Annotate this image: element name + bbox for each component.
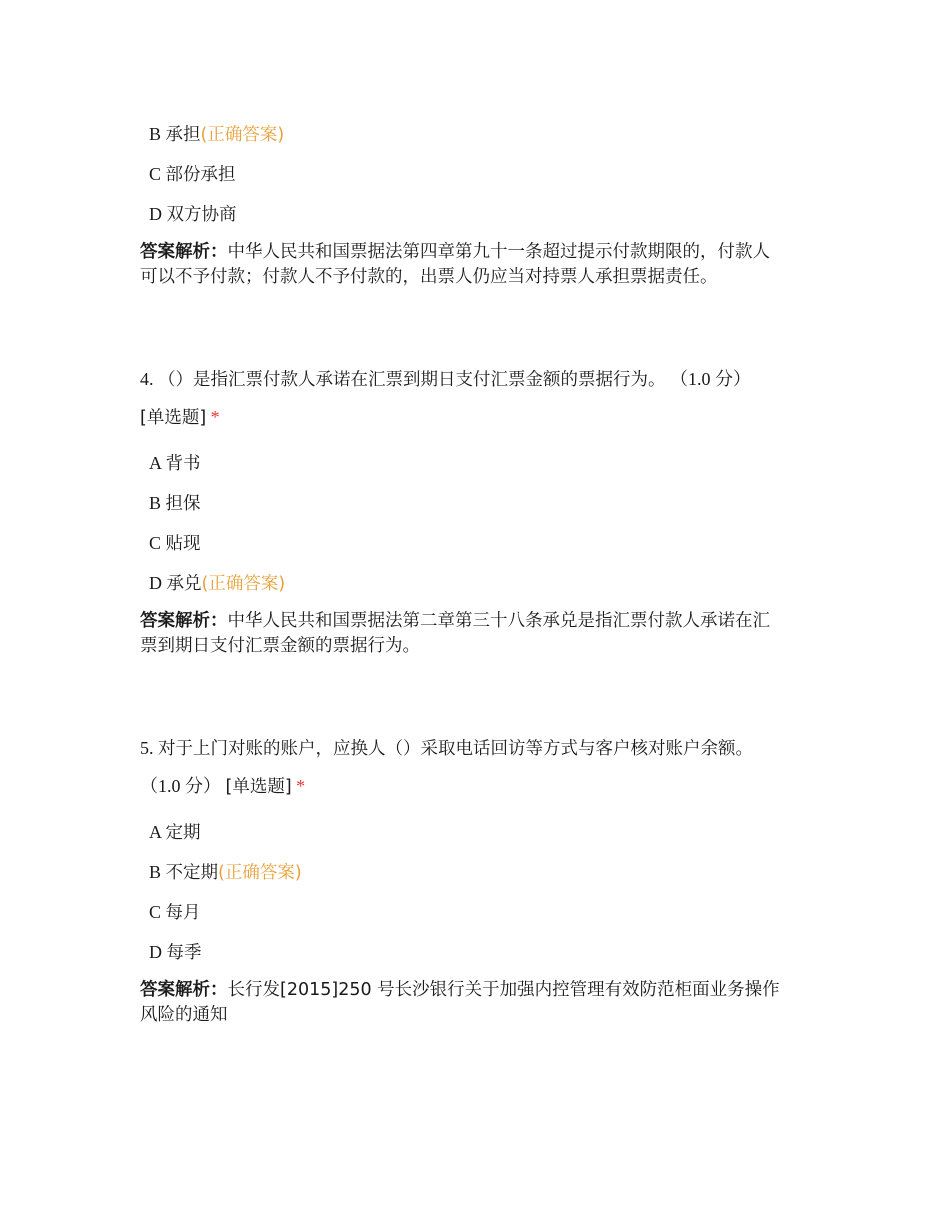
option-text: 双方协商 xyxy=(166,205,237,225)
q5-stem xyxy=(140,737,820,760)
option-letter: D xyxy=(149,204,162,224)
analysis-label: 答案解析： xyxy=(140,980,228,1000)
analysis-text-line2: 可以不予付款；付款人不予付款的，出票人仍应当对持票人承担票据责任。 xyxy=(140,267,718,287)
correct-answer-tag: (正确答案) xyxy=(218,863,302,883)
analysis-text-line2: 风险的通知 xyxy=(140,1005,228,1025)
option-letter: B xyxy=(149,862,162,882)
q4-option-b xyxy=(149,492,201,515)
question-score: （1.0 分） xyxy=(140,776,221,796)
option-letter: C xyxy=(149,902,162,922)
option-letter: D xyxy=(149,942,162,962)
option-text: 背书 xyxy=(165,454,201,474)
question-type: [单选题] xyxy=(225,777,292,797)
q4-option-a xyxy=(149,452,201,475)
question-score: （1.0 分） xyxy=(670,369,751,389)
q4-stem xyxy=(140,368,820,391)
option-letter: D xyxy=(149,573,162,593)
required-marker: * xyxy=(296,776,306,796)
q5-option-a xyxy=(149,821,201,844)
q5-option-d xyxy=(149,941,202,964)
analysis-label: 答案解析： xyxy=(140,242,228,262)
question-text: （）是指汇票付款人承诺在汇票到期日支付汇票金额的票据行为。 xyxy=(158,370,666,390)
question-number: 5. xyxy=(140,738,154,758)
q3-analysis xyxy=(140,240,820,290)
q3-option-b xyxy=(149,123,284,146)
analysis-text-line1: 长行发[2015]250 号长沙银行关于加强内控管理有效防范柜面业务操作 xyxy=(227,980,780,1000)
q5-option-b xyxy=(149,861,302,884)
q4-analysis xyxy=(140,609,820,659)
option-letter: A xyxy=(149,453,162,473)
option-text: 承兑 xyxy=(166,574,202,594)
q3-option-c xyxy=(149,163,236,186)
analysis-text-line1: 中华人民共和国票据法第四章第九十一条超过提示付款期限的，付款人 xyxy=(227,242,770,262)
option-letter: B xyxy=(149,124,162,144)
option-letter: A xyxy=(149,822,162,842)
option-text: 每月 xyxy=(165,903,201,923)
option-letter: C xyxy=(149,164,162,184)
option-text: 每季 xyxy=(166,943,202,963)
analysis-label: 答案解析： xyxy=(140,611,228,631)
q4-option-c xyxy=(149,532,201,555)
q5-meta xyxy=(140,775,305,798)
option-text: 不定期 xyxy=(165,863,219,883)
option-text: 部份承担 xyxy=(165,165,236,185)
option-letter: C xyxy=(149,533,162,553)
required-marker: * xyxy=(210,407,220,427)
q3-option-d xyxy=(149,203,237,226)
q5-analysis xyxy=(140,978,820,1028)
option-text: 贴现 xyxy=(165,534,201,554)
question-text: 对于上门对账的账户，应换人（）采取电话回访等方式与客户核对账户余额。 xyxy=(158,739,753,759)
q5-option-c xyxy=(149,901,201,924)
analysis-text-line1: 中华人民共和国票据法第二章第三十八条承兑是指汇票付款人承诺在汇 xyxy=(227,611,770,631)
option-text: 担保 xyxy=(165,494,201,514)
q4-type xyxy=(140,406,220,429)
question-type: [单选题] xyxy=(140,408,207,428)
correct-answer-tag: (正确答案) xyxy=(201,574,286,594)
option-text: 定期 xyxy=(165,823,201,843)
q4-option-d xyxy=(149,572,285,595)
option-letter: B xyxy=(149,493,162,513)
question-number: 4. xyxy=(140,369,154,389)
analysis-text-line2: 票到期日支付汇票金额的票据行为。 xyxy=(140,636,420,656)
correct-answer-tag: (正确答案) xyxy=(200,125,285,145)
option-text: 承担 xyxy=(165,125,201,145)
